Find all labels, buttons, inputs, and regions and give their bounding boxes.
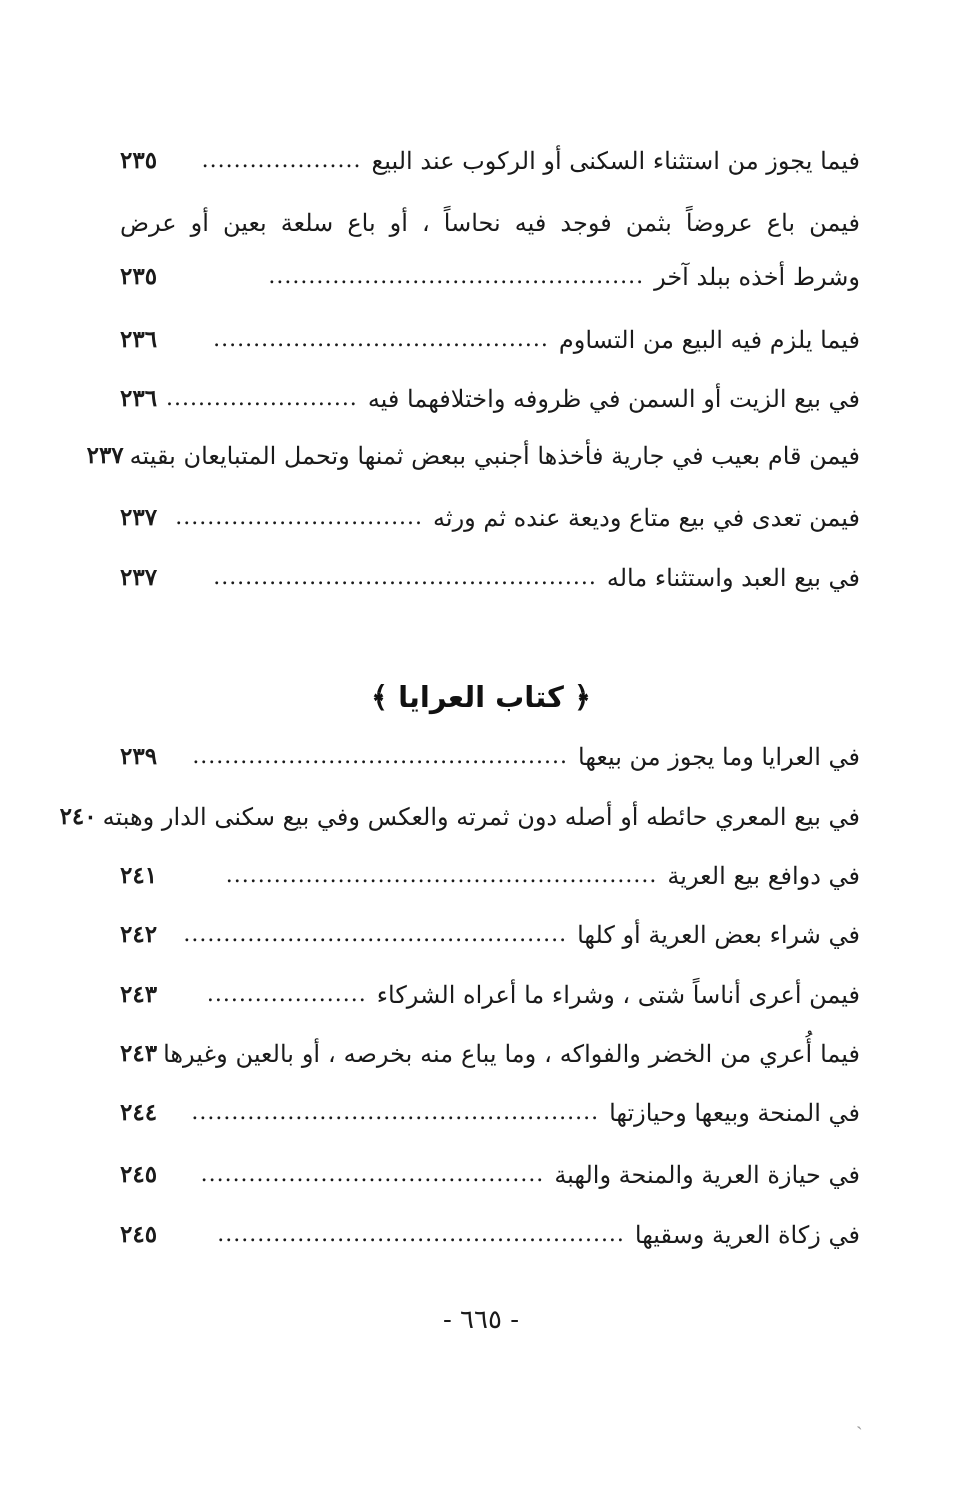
toc-entry-title: في العرايا وما يجوز من بيعها	[578, 743, 860, 771]
toc-entry-title: في دوافع بيع العرية	[667, 862, 860, 890]
page-number: - ٦٦٥ -	[442, 1305, 520, 1335]
toc-leader-dots: ..........................................	[213, 327, 549, 352]
toc-page-number: ٢٤٣	[120, 1040, 158, 1067]
toc-page-number: ٢٤٣	[120, 981, 158, 1008]
toc-leader-dots: ................................................	[183, 922, 568, 947]
toc-page-number: ٢٣٧	[120, 504, 158, 531]
toc-entry	[120, 915, 860, 955]
toc-entry	[120, 257, 860, 297]
toc-entry-title: فيما يلزم فيه البيع من التساوم	[558, 326, 860, 354]
toc-entry-title: في حيازة العرية والمنحة والهبة	[554, 1161, 860, 1189]
toc-leader-dots: ...........................................	[200, 1162, 545, 1187]
toc-page-number: ٢٣٥	[120, 147, 158, 174]
section-heading: ﴿ كتاب العرايا ﴾	[371, 680, 591, 714]
toc-entry	[59, 797, 860, 837]
scan-mark: ˏ	[856, 1406, 863, 1430]
toc-entry	[120, 856, 860, 896]
toc-entry-title: في شراء بعض العرية أو كلها	[577, 921, 860, 949]
toc-entry-title: في المنحة وبيعها وحيازتها	[609, 1099, 860, 1127]
toc-leader-dots: ...............................................	[268, 264, 645, 289]
toc-entry	[120, 203, 860, 243]
toc-leader-dots: ................................................	[213, 565, 597, 590]
toc-leader-dots: ....................	[201, 148, 362, 173]
toc-entry-title: وشرط أخذه ببلد آخر	[654, 263, 860, 291]
toc-page-number: ٢٣٩	[120, 743, 158, 770]
toc-page-number: ٢٤٤	[120, 1099, 158, 1126]
toc-leader-dots: ........................	[165, 386, 358, 411]
toc-leader-dots: ...................................................	[217, 1222, 625, 1247]
toc-entry	[120, 379, 860, 419]
toc-entry-title: في بيع الزيت أو السمن في ظروفه واختلافهما فيه	[367, 385, 860, 413]
toc-entry-title: في بيع العبد واستثناء ماله	[606, 564, 860, 592]
toc-entry-title: فيما يجوز من استثناء السكنى أو الركوب عند البيع	[371, 147, 860, 175]
toc-entry	[120, 1155, 860, 1195]
toc-page-number: ٢٣٧	[86, 442, 124, 469]
toc-leader-dots: ...............................	[175, 505, 424, 530]
toc-page-number: ٢٣٥	[120, 263, 158, 290]
toc-leader-dots: ......................................................	[225, 863, 658, 888]
toc-entry	[86, 436, 860, 476]
toc-entry-title: في زكاة العرية وسقيها	[634, 1221, 860, 1249]
toc-page-number: ٢٤١	[120, 862, 158, 889]
toc-entry	[120, 320, 860, 360]
toc-page-number: ٢٤٠	[59, 803, 97, 830]
toc-entry-title: فيمن تعدى في بيع متاع وديعة عنده ثم ورثه	[433, 504, 860, 532]
toc-entry-title: في بيع المعري حائطه أو أصله دون ثمرته والعكس وفي بيع سكنى الدار وهبته	[102, 803, 860, 831]
toc-page-number: ٢٤٥	[120, 1221, 158, 1248]
toc-entry	[120, 737, 860, 777]
toc-leader-dots: ....................	[206, 982, 367, 1007]
toc-page-number: ٢٣٦	[120, 326, 158, 353]
toc-leader-dots: ...............................................	[192, 744, 568, 769]
toc-entry-title: فيمن باع عروضاً بثمن فوجد فيه نحاساً ، أو باع سلعة بعين أو عرض	[120, 209, 860, 237]
toc-entry	[120, 141, 860, 181]
toc-entry	[120, 975, 860, 1015]
toc-entry	[120, 498, 860, 538]
toc-entry-title: فيمن أعرى أناساً شتى ، وشراء ما أعراه الشركاء	[376, 981, 860, 1009]
toc-entry	[120, 1093, 860, 1133]
toc-entry	[120, 558, 860, 598]
toc-leader-dots: ...................................................	[191, 1100, 600, 1125]
toc-page-number: ٢٤٥	[120, 1161, 158, 1188]
toc-entry-title: فيما أُعري من الخضر والفواكه ، وما يباع منه بخرصه ، أو بالعين وغيرها	[163, 1040, 860, 1068]
toc-entry	[120, 1034, 860, 1074]
toc-page-number: ٢٤٢	[120, 921, 158, 948]
toc-page-number: ٢٣٦	[120, 385, 158, 412]
toc-page-number: ٢٣٧	[120, 564, 158, 591]
toc-entry	[120, 1215, 860, 1255]
toc-entry-title: فيمن قام بعيب في جارية فأخذها أجنبي ببعض ثمنها وتحمل المتبايعان بقيته	[129, 442, 860, 470]
